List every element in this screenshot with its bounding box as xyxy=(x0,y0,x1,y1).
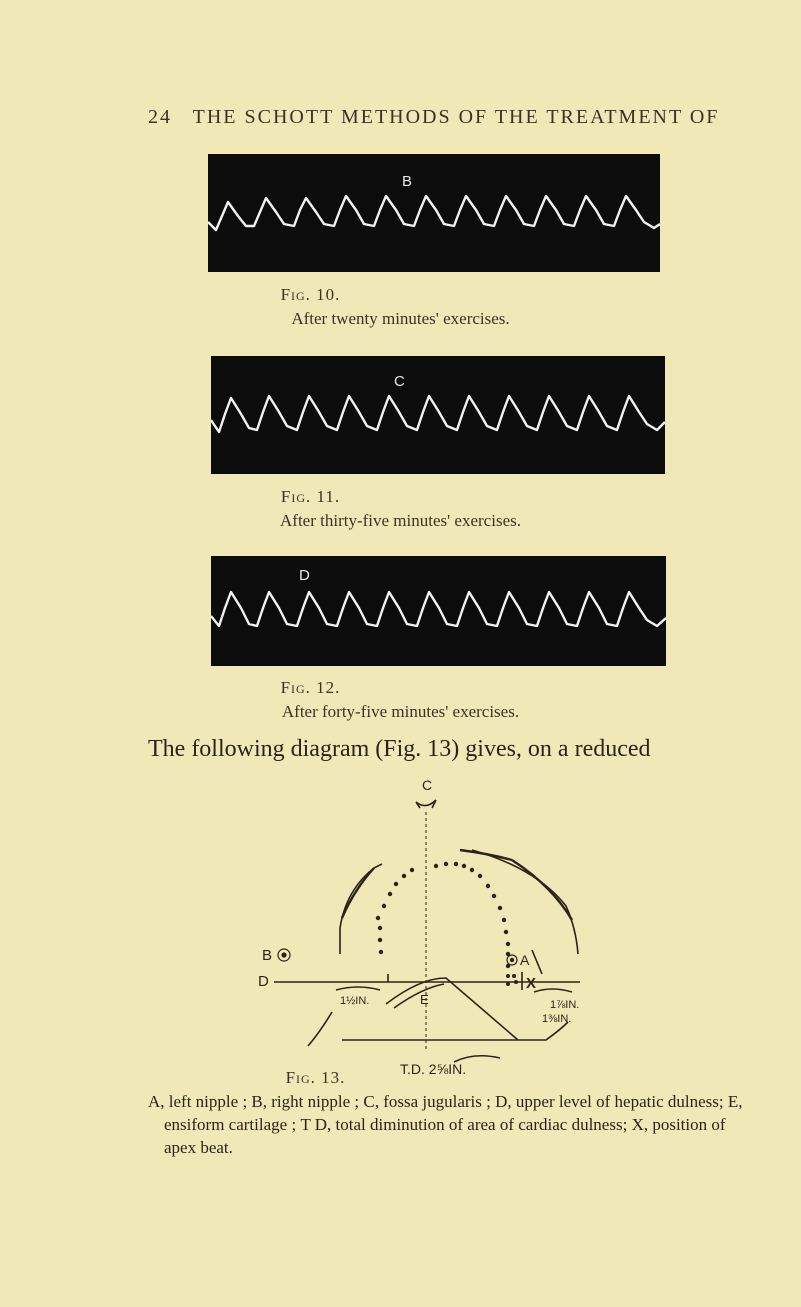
pulse-wave xyxy=(211,396,665,432)
absolute-dulness-dots xyxy=(376,862,510,968)
legend-text-d: upper level of hepatic dulness xyxy=(515,1092,719,1111)
left-nipple-center xyxy=(510,958,514,962)
dim-right-1: 1⅞IN. xyxy=(550,999,580,1011)
trace-letter: C xyxy=(394,373,405,390)
figure-label: Fig. 11. xyxy=(280,487,341,506)
legend-key-d: D xyxy=(495,1092,508,1111)
legend-text-a: left nipple xyxy=(168,1092,239,1111)
legend-text-e: ensiform cartilage xyxy=(164,1115,288,1134)
figure-caption xyxy=(0,487,801,507)
label-c: C xyxy=(422,778,433,793)
right-dimension-arc xyxy=(534,989,572,992)
pulse-trace-d xyxy=(211,556,666,666)
legend-text-b: right nipple xyxy=(271,1092,351,1111)
legend-key-b: B xyxy=(251,1092,263,1111)
pulse-trace-b xyxy=(208,154,660,272)
label-x: X xyxy=(526,975,537,992)
label-d: D xyxy=(258,973,269,990)
left-arc xyxy=(342,868,374,918)
label-a: A xyxy=(520,952,530,968)
pulse-trace-svg xyxy=(211,356,665,474)
a-line xyxy=(532,950,542,974)
apex-beat-dots xyxy=(506,974,518,986)
legend-text-td: total diminution of area of cardiac dulness xyxy=(335,1115,623,1134)
figure-caption xyxy=(0,678,801,698)
relative-dulness-curve xyxy=(374,864,382,868)
right-nipple-center xyxy=(281,952,286,957)
relative-dulness-top xyxy=(460,850,512,860)
legend-key-td: T D xyxy=(300,1115,328,1134)
figure-caption xyxy=(0,285,801,305)
legend-key-c: C xyxy=(363,1092,375,1111)
dim-right-2: 1⅜IN. xyxy=(542,1013,572,1025)
relative-dulness-curve xyxy=(340,850,578,954)
figure-description: After thirty-five minutes' exercises. xyxy=(280,511,521,530)
label-b: B xyxy=(262,947,273,964)
pulse-wave xyxy=(208,196,660,230)
running-title: THE SCHOTT METHODS OF THE TREATMENT OF xyxy=(192,106,720,128)
ensiform-cartilage xyxy=(386,978,518,1040)
trace-letter: D xyxy=(299,567,310,584)
dim-left: 1½IN. xyxy=(340,995,370,1007)
figure-label: Fig. 13. xyxy=(285,1068,346,1087)
legend-text-x: position of apex beat. xyxy=(164,1115,726,1157)
figure-description: After forty-five minutes' exercises. xyxy=(281,702,520,721)
figure-13-label xyxy=(0,1068,801,1088)
ensiform-inner xyxy=(394,984,444,1008)
figure-description: After twenty minutes' exercises. xyxy=(291,309,510,328)
trace-letter: B xyxy=(402,173,413,190)
cardiac-dulness-diagram xyxy=(250,778,650,1088)
figure-label: Fig. 10. xyxy=(280,285,341,304)
label-e: E xyxy=(420,992,429,1007)
legend-text-c: fossa jugularis xyxy=(383,1092,482,1111)
legend-key-e: E xyxy=(727,1092,739,1111)
pulse-trace-svg xyxy=(211,556,666,666)
body-paragraph: The following diagram (Fig. 13) gives, on a reduced xyxy=(148,736,651,762)
figure-label: Fig. 12. xyxy=(280,678,341,697)
fossa-jugularis-mark xyxy=(416,800,436,808)
lower-boundary xyxy=(308,1012,568,1046)
pulse-wave xyxy=(211,592,666,626)
figure-legend: A, left nipple ; B, right nipple ; C, fossa jugularis ; D, upper level of hepatic dulness; E, ensiform cartilage ; T D, total diminution of area of cardiac dulness; X, position of apex beat. xyxy=(148,1092,743,1157)
left-dimension-arc xyxy=(336,987,380,990)
running-head xyxy=(148,106,719,129)
dim-td: T.D. 2⅝IN. xyxy=(400,1061,467,1077)
page-number: 24 xyxy=(148,106,172,128)
pulse-trace-c xyxy=(211,356,665,474)
legend-key-x: X xyxy=(631,1115,644,1134)
pulse-trace-svg xyxy=(208,154,660,272)
legend-key-a: A xyxy=(148,1092,161,1111)
